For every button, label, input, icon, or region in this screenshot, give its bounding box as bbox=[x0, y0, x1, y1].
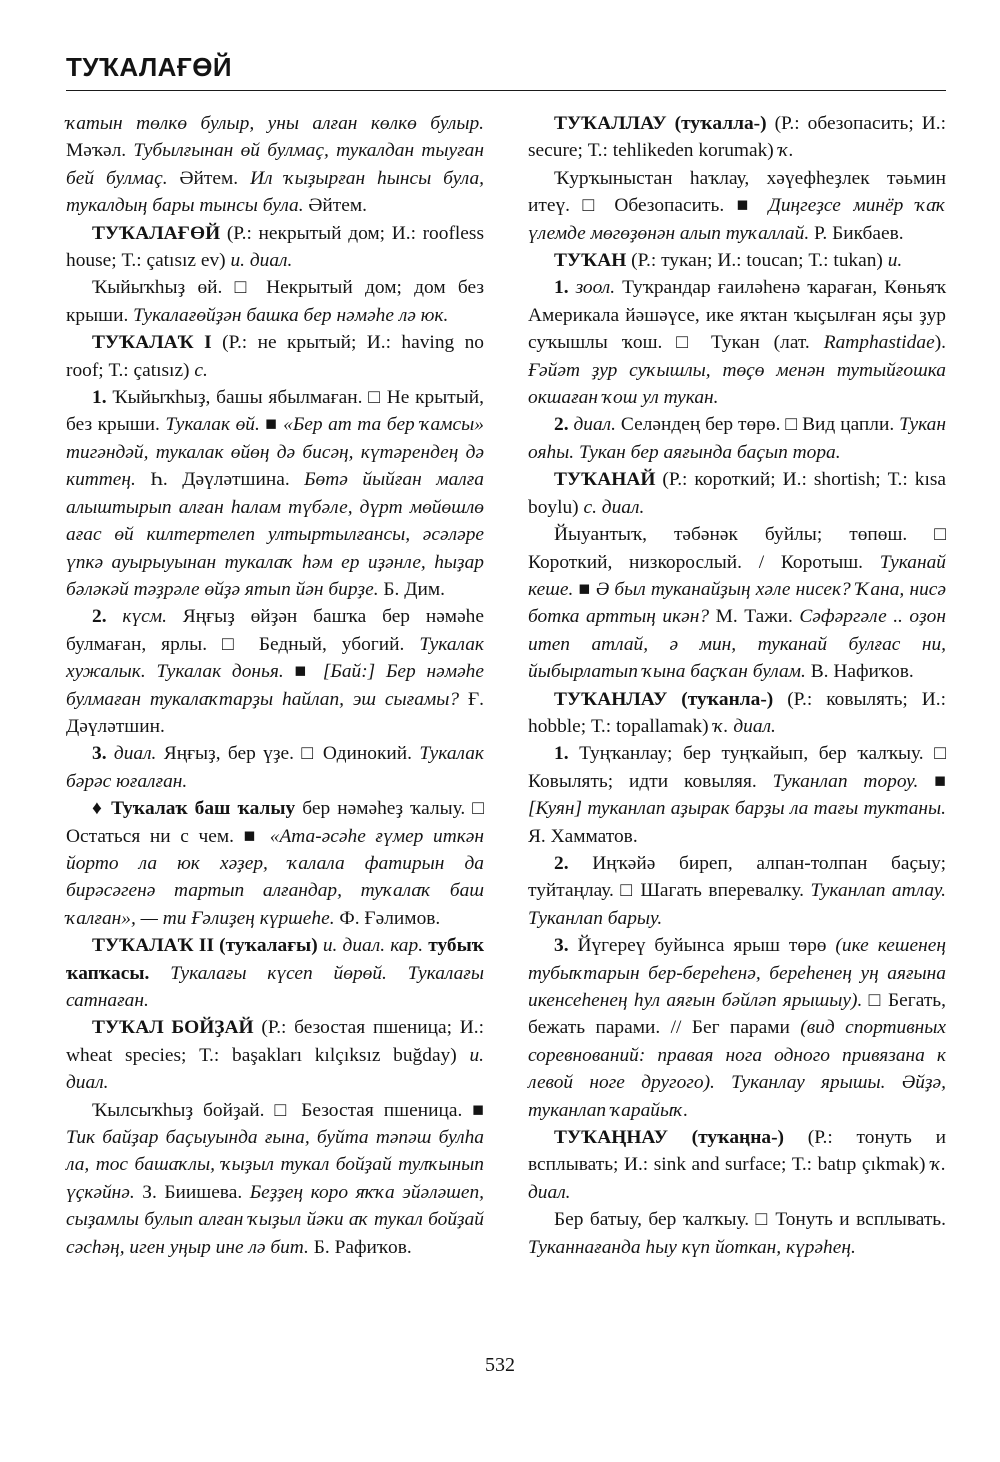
entry-text: (Р.: обезопасить; И.: secure; Т.: tehlikeden korumak) bbox=[528, 113, 946, 162]
entry-paragraph bbox=[528, 466, 946, 521]
headword: тубыҡ ҡапҡасы. bbox=[66, 935, 484, 984]
example-text: Беҙҙең коро яҡҡа эйәләшеп, сыҙамлы булып алған ҡыҙыл йәки аҡ тукал бойҙай сәсһәң, иген уңыр ине лә бит. bbox=[66, 1181, 484, 1258]
example-text: диал. bbox=[113, 743, 157, 765]
headword: 1. bbox=[554, 277, 569, 299]
entry-text: Р. Бикбаев. bbox=[809, 222, 904, 244]
entry-paragraph bbox=[528, 740, 946, 850]
example-text: ҡ. диал. bbox=[528, 1154, 946, 1203]
example-text: с. диал. bbox=[583, 496, 645, 518]
entry-text: Яңғыҙ, бер үҙе. □ Одинокий. bbox=[156, 743, 420, 765]
headword: 3. bbox=[92, 743, 107, 765]
example-text: и. диал. bbox=[66, 1044, 484, 1094]
headword: ТУҠАЛАҒӨЙ bbox=[92, 222, 221, 244]
entry-paragraph bbox=[66, 1097, 484, 1261]
entry-text: ■ bbox=[573, 578, 596, 600]
entry-text: Ҡурҡыныстан һаҡлау, хәүефһеҙлек тәьмин итеү. □ Обезопасить. ■ bbox=[528, 167, 946, 217]
example-text: Тукалағөйҙән башка бер нәмәһе лә юк. bbox=[133, 304, 449, 326]
entry-text: (Р.: ковылять; И.: hobble; Т.: topallamak) bbox=[528, 688, 946, 737]
example-text: Туканай кеше. bbox=[528, 551, 946, 600]
example-text: (вид спортивных соревнований: правая нога одного привязана к левой ноге другого). Туканлау ярышы. Әйҙә, туканлап ҡарайыҡ. bbox=[528, 1017, 946, 1121]
entry-paragraph bbox=[528, 1206, 946, 1261]
entry-paragraph bbox=[528, 686, 946, 741]
example-text: Туканнағанда һыу күп йоткан, күрәһең. bbox=[528, 1236, 856, 1258]
entry-text: (Р.: безостая пшеница; И.: wheat species; Т.: başakları kılçıksız buğday) bbox=[66, 1017, 484, 1066]
headword: ТУҠАНЛАУ (туҡанла-) bbox=[554, 688, 774, 710]
entry-paragraph bbox=[66, 932, 484, 1014]
example-text: [Куян] туканлап аҙырак барҙы ла тағы туктаны. bbox=[528, 798, 946, 820]
entry-paragraph bbox=[66, 329, 484, 384]
entry-text: Ҡыйыҡһыҙ, башы ябылмаған. □ Не крытый, без крыши. bbox=[66, 387, 484, 436]
entry-text: М. Тажи. bbox=[709, 606, 800, 628]
entry-text: (Р.: тукан; И.: toucan; Т.: tukan) bbox=[626, 250, 888, 272]
entry-paragraph bbox=[66, 1014, 484, 1096]
entry-text: Ғ. Дәүләтшин. bbox=[66, 688, 485, 737]
page-number: 532 bbox=[485, 1354, 515, 1376]
entry-paragraph bbox=[528, 932, 946, 1124]
entry-text: Йүгереү буйынса ярыш төрө bbox=[568, 935, 836, 957]
entry-text: ). bbox=[934, 332, 946, 354]
entry-text: Туҡрандар ғаиләһенә ҡараған, Көньяҡ Америкала йәшәүсе, ике яҡтан ҡыҫылған яҫы ҙур суҡышлы ҡош. □ Тукан (лат. bbox=[528, 277, 946, 354]
example-text: Тукалак хужалык. Тукалак донья. bbox=[66, 633, 484, 683]
entry-text: Ҡылсыҡһыҙ бойҙай. □ Безостая пшеница. ■ bbox=[92, 1099, 484, 1121]
entry-text: □ Бегать, бежать парами. // Бег парами bbox=[528, 990, 946, 1039]
example-text: ҡ. диал. bbox=[713, 715, 776, 737]
example-text: с. bbox=[194, 359, 208, 381]
example-text: (ике кешенең тубыҡтарын бер-береһенә, береһенең уң аяғына икенсеһенең һул аяғын бәйләп ярышыу). bbox=[528, 935, 946, 1011]
entry-text: ■ bbox=[283, 661, 323, 683]
entry-text: Иңҡәйә биреп, алпан-толпан баҫыу; туйтаңлау. □ Шагать вперевалку. bbox=[528, 852, 946, 902]
entry-text: Я. Хамматов. bbox=[528, 825, 638, 847]
entry-text: Мәҡәл. bbox=[66, 140, 134, 162]
example-text: и. диал. bbox=[230, 250, 293, 272]
example-text: Туканлап тороу. bbox=[772, 770, 919, 792]
example-text: Ә был туканайҙың хәле нисек? Ҡана, нисә ботка арттың икән? bbox=[528, 578, 946, 628]
headword: ТУҠАЛ БОЙҘАЙ bbox=[92, 1017, 254, 1039]
entry-paragraph bbox=[66, 603, 484, 740]
example-text: диал. bbox=[573, 414, 616, 436]
headword: 2. bbox=[92, 606, 107, 628]
entry-paragraph bbox=[528, 247, 946, 274]
entry-paragraph bbox=[66, 740, 484, 795]
entry-paragraph bbox=[66, 274, 484, 329]
example-text: Сәфәргәле .. оҙон итеп атлай, ә мин, туканай булғас ни, йыбырлатып ҡына баҫҡан булам. bbox=[528, 606, 946, 683]
example-text: и. диал. кар. bbox=[322, 935, 424, 957]
headword: ТУҠАЛЛАУ (туҡалла-) bbox=[554, 113, 767, 134]
entry-text: ■ bbox=[918, 770, 946, 792]
left-column bbox=[66, 110, 484, 1261]
entry-text: Б. Рафиҡов. bbox=[308, 1236, 412, 1258]
headword: ♦ Туҡалаҡ баш ҡалыу bbox=[92, 798, 296, 820]
example-text: Туканлап атлау. Туканлап барыу. bbox=[528, 880, 946, 929]
entry-text: Әйтем. bbox=[167, 167, 251, 189]
headword: ТУҠАЛАҠ I bbox=[92, 332, 212, 354]
example-text: «Ата-әсәһе ғүмер иткән йорто ла юк хәҙер, ҡалала фатирын да бирәсәгенә тартып алғандар, туҡалаҡ баш ҡалған», — ти Ғәлиҙең күршеһе. bbox=[66, 825, 484, 929]
entry-text bbox=[149, 963, 170, 984]
example-text: Тукан ояһы. Тукан бер аяғында баҫып тора. bbox=[528, 414, 946, 463]
entry-text: бер нәмәһеҙ ҡалыу. □ Остаться ни с чем. ■ bbox=[66, 798, 484, 847]
example-text: зоол. bbox=[575, 277, 616, 299]
example-text: Тукалак өй. bbox=[165, 414, 260, 436]
entry-text: Йыуантыҡ, тәбәнәк буйлы; төпөш. □ Короткий, низкорослый. / Коротыш. bbox=[528, 524, 946, 573]
entry-paragraph bbox=[528, 165, 946, 247]
example-text: «Бер ат та бер ҡамсы» тигәндәй, тукалак өйөң дә бисәң, күтәрендең дә киттең. bbox=[66, 414, 484, 491]
entry-text: З. Биишева. bbox=[134, 1181, 250, 1203]
entry-text: (Р.: не крытый; И.: having no roof; Т.: çatısız) bbox=[66, 332, 485, 381]
entry-text: Туңҡанлау; бер туңҡайып, бер ҡалҡыу. □ Ковылять; идти ковыляя. bbox=[528, 743, 946, 792]
headword: 1. bbox=[554, 743, 569, 765]
entry-text: Яңғыҙ өйҙән башҡа бер нәмәһе булмаған, ярлы. □ Бедный, убогий. bbox=[66, 606, 484, 655]
entry-paragraph bbox=[528, 110, 946, 165]
headword: ТУҠАҢНАУ (туҡаңна-) bbox=[554, 1127, 784, 1149]
example-text: ҡ. bbox=[778, 140, 794, 162]
example-text: Тукалак бәрәс юғалған. bbox=[66, 743, 484, 792]
entry-text: (Р.: тонуть и всплывать; И.: sink and surface; Т.: batıp çıkmak) bbox=[528, 1127, 946, 1176]
example-text: Тик байҙар баҫыуында ғына, буйта тәпәш булһа ла, тос башаҡлы, ҡыҙыл тукал бойҙай тулҡынып үҫкәйнә. bbox=[66, 1127, 484, 1203]
headword: 3. bbox=[554, 935, 569, 957]
entry-text: Селәндең бер төрө. □ Вид цапли. bbox=[616, 414, 900, 436]
entry-text: Әйтем. bbox=[303, 195, 367, 217]
entry-paragraph bbox=[528, 1124, 946, 1206]
entry-text: (Р.: некрытый дом; И.: roofless house; Т.: çatısız ev) bbox=[66, 222, 484, 272]
entry-paragraph bbox=[66, 795, 484, 932]
example-text: Бөтә йыйған малға алыштырып алған һалам түбәле, дүрт мөйөшлө ағас өй килтертелеп ултыртылғансы, әсәләре үпкә ауырыуынан тукалаҡ һәм ер иҙәнле, һыҙар бәләкәй тәҙрәле өйҙә ятып йән бирҙе. bbox=[66, 469, 484, 600]
entry-text bbox=[569, 277, 576, 298]
entry-paragraph bbox=[528, 274, 946, 411]
entry-text: Бер батыу, бер ҡалҡыу. □ Тонуть и всплывать. bbox=[554, 1209, 946, 1231]
entry-text: Һ. Дәүләтшина. bbox=[135, 469, 305, 491]
example-text: күсм. bbox=[122, 606, 167, 628]
example-text: Диңгеҙсе минёр ҡаҡ үлемде мөгөҙөнән алып туҡаллай. bbox=[528, 195, 946, 244]
running-head: ТУҠАЛАҒӨЙ bbox=[66, 52, 233, 82]
entry-paragraph bbox=[66, 384, 484, 603]
headword: ТУҠАНАЙ bbox=[554, 469, 656, 491]
entry-paragraph bbox=[66, 110, 484, 220]
example-text: ҡатын төлкө булыр, уны алған көлкө булыр. bbox=[66, 113, 484, 134]
header-rule bbox=[66, 90, 946, 91]
entry-paragraph bbox=[528, 521, 946, 685]
right-column bbox=[528, 110, 946, 1261]
example-text: Ramphastidae bbox=[823, 332, 935, 354]
entry-paragraph bbox=[66, 220, 484, 275]
entry-text bbox=[107, 743, 114, 764]
headword: ТУҠАН bbox=[554, 250, 627, 272]
entry-text: ■ bbox=[259, 414, 284, 436]
entry-text: Ҡыйыҡһыҙ өй. □ Некрытый дом; дом без крыши. bbox=[66, 277, 484, 326]
example-text: Тубылғынан өй булмаç, тукалдан тыуған бей булмаç. bbox=[66, 140, 484, 189]
entry-text: (Р.: короткий; И.: shortish; Т.: kısa boylu) bbox=[528, 469, 946, 518]
example-text: и. bbox=[887, 250, 903, 272]
entry-text: Б. Дим. bbox=[378, 578, 445, 600]
entry-text bbox=[107, 606, 123, 627]
entry-text: Ф. Ғәлимов. bbox=[334, 907, 441, 929]
example-text: Ил ҡыҙырған һынсы була, тукалдың бары тынсы була. bbox=[66, 167, 485, 217]
headword: 2. bbox=[554, 414, 569, 436]
entry-paragraph bbox=[528, 850, 946, 932]
headword: 2. bbox=[554, 852, 569, 874]
headword: ТУҠАЛАҠ II (туҡалағы) bbox=[92, 935, 318, 957]
entry-paragraph bbox=[528, 411, 946, 466]
headword: 1. bbox=[92, 387, 107, 409]
entry-text: В. Нафиҡов. bbox=[805, 661, 914, 683]
example-text: Ғәйәт ҙур суҡышлы, төҫө менән тутыйғошка окшаған ҡош ул тукан. bbox=[528, 359, 946, 409]
example-text: Тукалағы күсеп йөрөй. Тукалағы сатнаған. bbox=[66, 962, 484, 1011]
example-text: [Бай:] Бер нәмәһе булмаған тукалаҡтарҙы һайлап, эш сығамы? bbox=[66, 661, 484, 710]
